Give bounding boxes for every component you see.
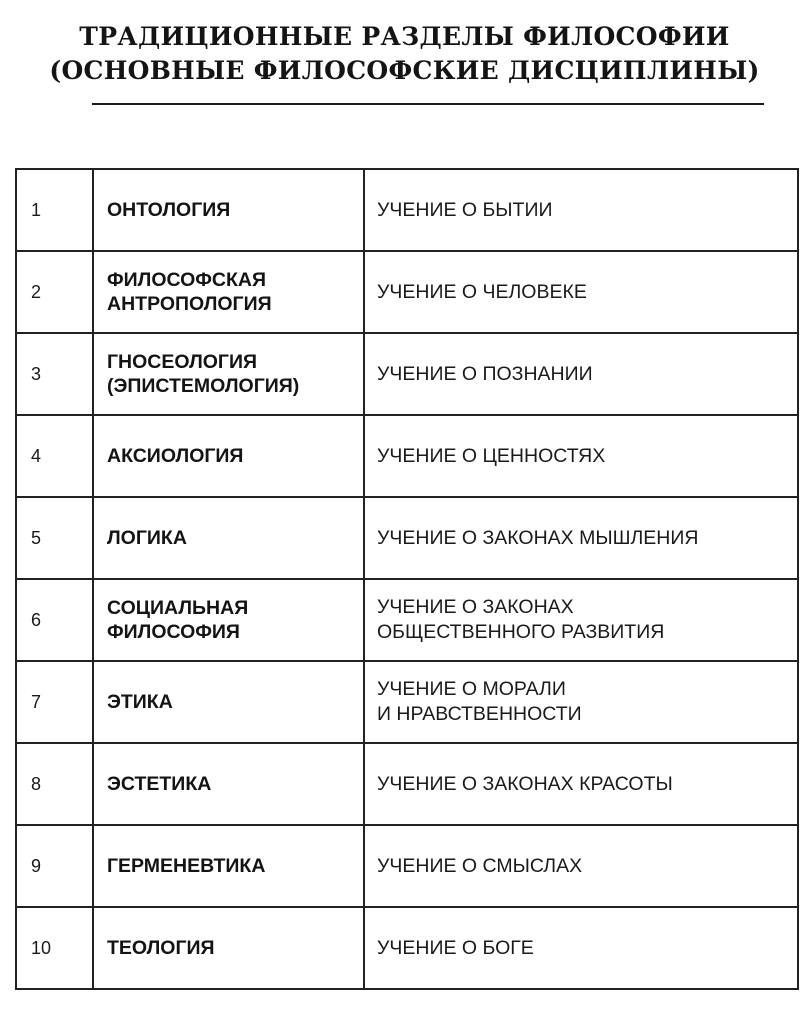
row-number: 4: [16, 415, 93, 497]
table-row: [16, 579, 798, 661]
discipline-description: [364, 415, 798, 497]
table-row: [16, 743, 798, 825]
discipline-description: [364, 497, 798, 579]
discipline-name: [93, 333, 364, 415]
discipline-description-line: УЧЕНИЕ О МОРАЛИ: [377, 678, 566, 700]
discipline-name-line: ЭСТЕТИКА: [107, 773, 212, 795]
discipline-name-line: АНТРОПОЛОГИЯ: [107, 293, 272, 315]
discipline-name: [93, 251, 364, 333]
row-number: 5: [16, 497, 93, 579]
disciplines-table-body: [16, 169, 798, 989]
page-title: ТРАДИЦИОННЫЕ РАЗДЕЛЫ ФИЛОСОФИИ: [79, 22, 730, 51]
discipline-description: [364, 579, 798, 661]
discipline-name: [93, 661, 364, 743]
discipline-description: [364, 661, 798, 743]
discipline-name: [93, 743, 364, 825]
discipline-name-line: ТЕОЛОГИЯ: [107, 937, 215, 959]
row-number: 8: [16, 743, 93, 825]
title-divider: [92, 103, 764, 105]
discipline-description: [364, 169, 798, 251]
row-number: 6: [16, 579, 93, 661]
discipline-description-line: УЧЕНИЕ О БЫТИИ: [377, 198, 553, 221]
row-number: 9: [16, 825, 93, 907]
discipline-description: [364, 743, 798, 825]
discipline-description-line: УЧЕНИЕ О ЧЕЛОВЕКЕ: [377, 280, 587, 303]
discipline-name-line: АКСИОЛОГИЯ: [107, 445, 244, 467]
discipline-name-line: (ЭПИСТЕМОЛОГИЯ): [107, 375, 300, 397]
discipline-name: [93, 415, 364, 497]
discipline-name-line: ЭТИКА: [107, 691, 173, 713]
discipline-description-line: УЧЕНИЕ О ПОЗНАНИИ: [377, 362, 593, 385]
discipline-description-line: УЧЕНИЕ О ЗАКОНАХ МЫШЛЕНИЯ: [377, 526, 699, 549]
discipline-name-line: ГЕРМЕНЕВТИКА: [107, 855, 266, 877]
row-number: 1: [16, 169, 93, 251]
discipline-name: [93, 579, 364, 661]
discipline-name-line: СОЦИАЛЬНАЯ: [107, 597, 249, 619]
discipline-description-line: УЧЕНИЕ О ЦЕННОСТЯХ: [377, 444, 606, 467]
table-row: [16, 907, 798, 989]
table-row: [16, 333, 798, 415]
table-row: [16, 661, 798, 743]
discipline-description: [364, 251, 798, 333]
discipline-name: [93, 169, 364, 251]
page-subtitle: (ОСНОВНЫЕ ФИЛОСОФСКИЕ ДИСЦИПЛИНЫ): [49, 56, 760, 85]
discipline-name-line: ФИЛОСОФСКАЯ: [107, 269, 266, 291]
row-number: 7: [16, 661, 93, 743]
discipline-description-line: УЧЕНИЕ О ЗАКОНАХ КРАСОТЫ: [377, 772, 673, 795]
discipline-description-line: ОБЩЕСТВЕННОГО РАЗВИТИЯ: [377, 621, 665, 643]
discipline-description: [364, 333, 798, 415]
discipline-name-line: ГНОСЕОЛОГИЯ: [107, 351, 258, 373]
discipline-name-line: ЛОГИКА: [107, 527, 187, 549]
discipline-description-line: УЧЕНИЕ О ЗАКОНАХ: [377, 596, 574, 618]
discipline-name-line: ФИЛОСОФИЯ: [107, 621, 240, 643]
table-row: [16, 825, 798, 907]
table-row: [16, 415, 798, 497]
discipline-name: [93, 825, 364, 907]
row-number: 10: [16, 907, 93, 989]
discipline-description-line: И НРАВСТВЕННОСТИ: [377, 703, 582, 725]
discipline-name-line: ОНТОЛОГИЯ: [107, 199, 231, 221]
table-row: [16, 497, 798, 579]
disciplines-table: [15, 168, 799, 990]
discipline-description: [364, 907, 798, 989]
discipline-description-line: УЧЕНИЕ О БОГЕ: [377, 936, 534, 959]
discipline-description-line: УЧЕНИЕ О СМЫСЛАХ: [377, 854, 583, 877]
table-row: [16, 251, 798, 333]
table-row: [16, 169, 798, 251]
row-number: 3: [16, 333, 93, 415]
discipline-name: [93, 907, 364, 989]
discipline-description: [364, 825, 798, 907]
row-number: 2: [16, 251, 93, 333]
discipline-name: [93, 497, 364, 579]
